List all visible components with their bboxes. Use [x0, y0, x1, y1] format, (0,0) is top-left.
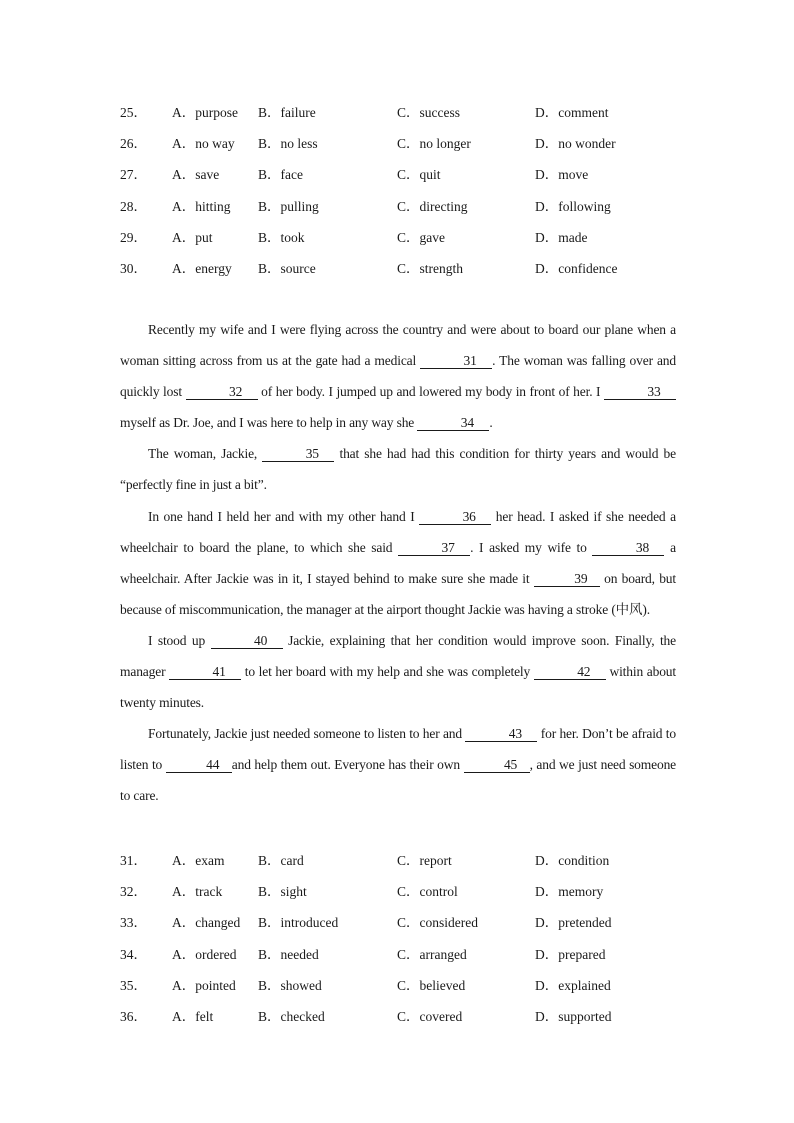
option-d: D．pretended [535, 915, 612, 931]
option-b: B．needed [258, 946, 319, 962]
question-number: 26． [120, 136, 147, 152]
question-options-31-36 [120, 845, 680, 1032]
question-number: 27． [120, 167, 147, 183]
passage-text: myself as Dr. Joe, and I was here to help in any way she [120, 415, 418, 431]
option-b: B．showed [258, 977, 322, 993]
passage-text: , and we just need someone to care. [120, 757, 677, 804]
question-number: 35． [120, 977, 147, 993]
question-row [120, 253, 680, 284]
passage-text: Fortunately, Jackie just needed someone to listen to her and [148, 726, 466, 742]
paragraph-3 [120, 501, 676, 625]
option-a: A．hitting [172, 198, 231, 214]
option-a: A．put [172, 229, 213, 245]
question-options-25-30 [120, 97, 680, 284]
option-b: B．sight [258, 884, 307, 900]
question-row [120, 970, 680, 1001]
blank-35: 35 [262, 446, 334, 462]
passage-text: I stood up [148, 632, 211, 648]
option-d: D．supported [535, 1008, 612, 1024]
option-d: D．prepared [535, 946, 606, 962]
question-row [120, 222, 680, 253]
passage-text: Jackie, explaining that her condition would improve soon. Finally, the manager [120, 632, 676, 680]
option-d: D．move [535, 167, 589, 183]
blank-41: 41 [169, 664, 241, 680]
option-b: B．pulling [258, 198, 319, 214]
blank-38: 38 [592, 540, 664, 556]
option-d: D．memory [535, 884, 604, 900]
option-c: C．no longer [397, 136, 471, 152]
passage-text: . The woman was falling over and quickly lost [120, 353, 676, 400]
passage-text: The woman, Jackie, [148, 446, 263, 462]
option-c: C．directing [397, 198, 468, 214]
blank-33: 33 [604, 384, 676, 400]
option-b: B．checked [258, 1008, 325, 1024]
passage-text: that she had had this condition for thirty years and would be “perfectly fine in just a bit”. [120, 446, 676, 493]
blank-36: 36 [419, 509, 491, 525]
passage-text: . [489, 415, 493, 431]
option-c: C．quit [397, 167, 441, 183]
question-row [120, 907, 680, 938]
blank-34: 34 [417, 415, 489, 431]
option-b: B．card [258, 853, 304, 868]
option-c: C．control [397, 884, 458, 900]
passage-text: In one hand I held her and with my other hand I [148, 508, 420, 524]
option-c: C．gave [397, 229, 445, 245]
option-b: B．introduced [258, 915, 339, 931]
option-a: A．pointed [172, 977, 236, 993]
question-number: 34． [120, 946, 147, 962]
option-b: B．source [258, 260, 316, 276]
passage-text: a wheelchair. After Jackie was in it, I stayed behind to make sure she made it [120, 539, 676, 586]
passage-text: Recently my wife and I were flying across the country and were about to board our plane when a woman sitting across from us at the gate had a medical [120, 322, 676, 369]
passage-text: to let her board with my help and she was completely [241, 664, 534, 680]
blank-39: 39 [534, 571, 600, 587]
option-a: A．track [172, 884, 223, 900]
paragraph-5 [120, 718, 676, 811]
option-b: B．no less [258, 136, 318, 152]
option-a: A．changed [172, 915, 241, 931]
blank-45: 45 [464, 757, 530, 773]
question-row [120, 97, 680, 128]
option-a: A．no way [172, 136, 235, 152]
blank-42: 42 [534, 664, 606, 680]
paragraph-4 [120, 625, 676, 718]
option-d: D．confidence [535, 260, 618, 276]
passage-text: of her body. I jumped up and lowered my body in front of her. I [257, 384, 604, 400]
blank-40: 40 [211, 633, 283, 649]
question-number: 25． [120, 105, 147, 120]
passage-text: within about twenty minutes. [120, 664, 677, 711]
question-number: 30． [120, 260, 147, 276]
option-b: B．face [258, 167, 303, 183]
option-c: C．strength [397, 260, 463, 276]
option-a: A．purpose [172, 105, 238, 120]
blank-44: 44 [166, 757, 232, 773]
option-c: C．success [397, 105, 460, 120]
question-row [120, 876, 680, 907]
option-a: A．energy [172, 260, 232, 276]
question-number: 32． [120, 884, 147, 900]
passage-text: her head. I asked if she needed a wheelchair to board the plane, to which she said [120, 508, 676, 555]
blank-37: 37 [398, 540, 470, 556]
question-number: 29． [120, 229, 147, 245]
passage-text: for her. Don’t be afraid to listen to [120, 726, 676, 773]
option-d: D．made [535, 229, 588, 245]
option-d: D．condition [535, 853, 610, 868]
question-row [120, 128, 680, 159]
question-row [120, 191, 680, 222]
option-c: C．covered [397, 1008, 463, 1024]
option-a: A．exam [172, 853, 225, 868]
question-number: 36． [120, 1008, 147, 1024]
option-d: D．explained [535, 977, 611, 993]
option-c: C．considered [397, 915, 478, 931]
passage-text: on board, but because of miscommunication, the manager at the airport thought Jackie was having a stroke (中风). [120, 570, 676, 617]
option-d: D．comment [535, 105, 609, 120]
option-a: A．save [172, 167, 220, 183]
cloze-passage [120, 314, 676, 812]
passage-text: . I asked my wife to [470, 539, 593, 555]
question-row [120, 1001, 680, 1032]
option-b: B．took [258, 229, 305, 245]
blank-32: 32 [186, 384, 258, 400]
option-a: A．felt [172, 1008, 214, 1024]
option-d: D．following [535, 198, 611, 214]
passage-text: and help them out. Everyone has their own [231, 757, 464, 773]
question-number: 33． [120, 915, 147, 931]
question-row [120, 939, 680, 970]
question-number: 28． [120, 198, 147, 214]
blank-43: 43 [465, 726, 537, 742]
blank-31: 31 [420, 353, 492, 369]
option-c: C．arranged [397, 946, 467, 962]
option-c: C．believed [397, 977, 466, 993]
paragraph-2 [120, 438, 676, 500]
question-row [120, 845, 680, 876]
paragraph-1 [120, 314, 676, 438]
question-row [120, 159, 680, 190]
option-c: C．report [397, 853, 452, 868]
option-a: A．ordered [172, 946, 237, 962]
option-b: B．failure [258, 105, 316, 120]
question-number: 31． [120, 853, 147, 868]
option-d: D．no wonder [535, 136, 616, 152]
